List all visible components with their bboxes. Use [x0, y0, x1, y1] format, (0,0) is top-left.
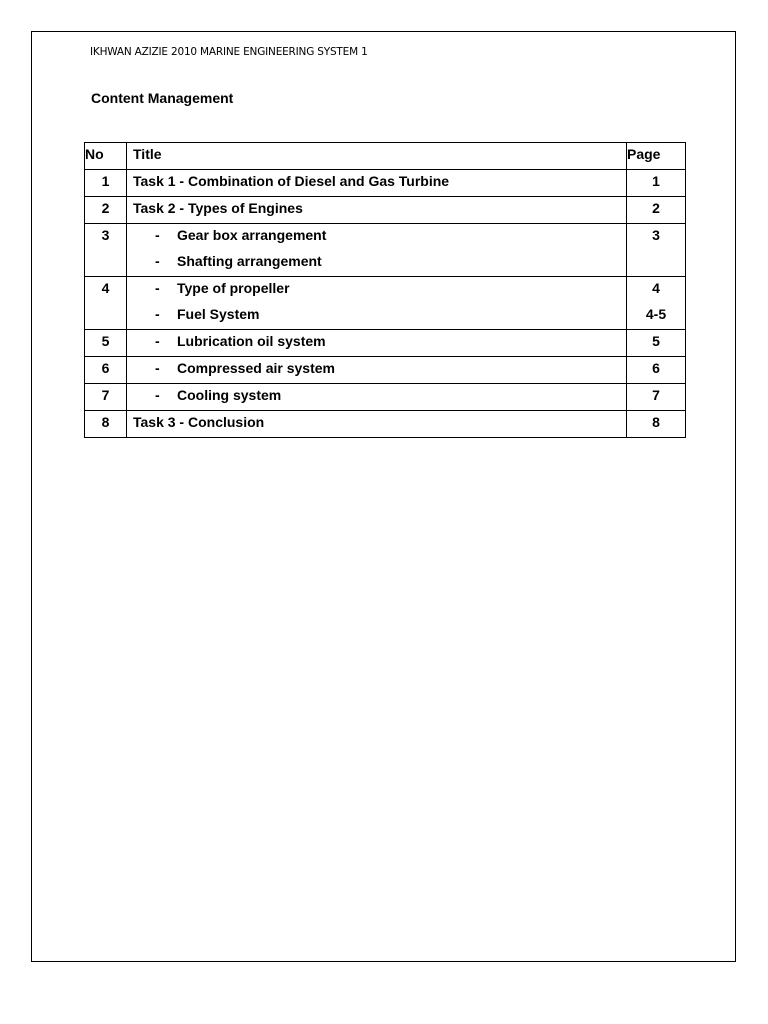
bullet-dash: -	[155, 360, 160, 376]
row-title-cell	[127, 357, 627, 384]
bullet-dash: -	[155, 333, 160, 349]
running-header: IKHWAN AZIZIE 2010 MARINE ENGINEERING SYSTEM 1	[90, 46, 368, 58]
row-page-cell	[627, 197, 686, 224]
subtopic-title: Fuel System	[177, 306, 260, 322]
row-number-cell: 7	[85, 384, 127, 411]
page-number: 8	[652, 414, 660, 430]
subtopic-title: Type of propeller	[177, 280, 290, 296]
contents-table	[84, 142, 686, 438]
table-row	[85, 224, 686, 277]
subtopic-title: Compressed air system	[177, 360, 335, 376]
bullet-dash: -	[155, 253, 160, 269]
table-row	[85, 357, 686, 384]
table-header-row	[85, 143, 686, 170]
table-row	[85, 411, 686, 438]
row-number-cell: 2	[85, 197, 127, 224]
table-body	[85, 170, 686, 438]
row-number-cell: 6	[85, 357, 127, 384]
table-row	[85, 384, 686, 411]
page-number	[627, 250, 685, 276]
page-number: 2	[652, 200, 660, 216]
row-number-cell: 8	[85, 411, 127, 438]
bullet-dash: -	[155, 227, 160, 243]
row-title-cell	[127, 330, 627, 357]
title-line	[127, 411, 626, 437]
page-number: 4-5	[645, 306, 667, 322]
row-title-cell	[127, 411, 627, 438]
bullet-dash: -	[155, 387, 160, 403]
row-page-cell	[627, 411, 686, 438]
row-page-cell	[627, 277, 686, 330]
page-number: 4	[652, 280, 660, 296]
row-page-cell	[627, 357, 686, 384]
subtopic-title: Gear box arrangement	[177, 227, 327, 243]
column-header-title: Title	[127, 143, 627, 170]
subtopic-title: Cooling system	[177, 387, 282, 403]
row-number-cell: 5	[85, 330, 127, 357]
title-line	[127, 197, 626, 223]
row-title-cell	[127, 197, 627, 224]
row-title-cell	[127, 224, 627, 277]
page-number: 1	[652, 173, 660, 189]
column-header-no: No	[85, 143, 127, 170]
table-row	[85, 170, 686, 197]
page-number: 7	[652, 387, 660, 403]
table-row	[85, 330, 686, 357]
row-page-cell	[627, 170, 686, 197]
page-number: 3	[652, 227, 660, 243]
row-number-cell: 1	[85, 170, 127, 197]
row-number-cell: 4	[85, 277, 127, 330]
row-number-cell: 3	[85, 224, 127, 277]
bullet-dash: -	[155, 280, 160, 296]
table-row	[85, 277, 686, 330]
row-title-cell	[127, 277, 627, 330]
task-title: Task 1 - Combination of Diesel and Gas Turbine	[133, 173, 450, 189]
subtopic-title: Lubrication oil system	[177, 333, 326, 349]
bullet-dash: -	[155, 306, 160, 322]
document-title: Content Management	[91, 90, 234, 106]
row-title-cell	[127, 170, 627, 197]
row-title-cell	[127, 384, 627, 411]
row-page-cell	[627, 224, 686, 277]
row-page-cell	[627, 330, 686, 357]
subtopic-title: Shafting arrangement	[177, 253, 322, 269]
page-number: 6	[652, 360, 660, 376]
task-title: Task 2 - Types of Engines	[133, 200, 303, 216]
row-page-cell	[627, 384, 686, 411]
table-row	[85, 197, 686, 224]
page-number: 5	[652, 333, 660, 349]
column-header-page: Page	[627, 143, 686, 170]
task-title: Task 3 - Conclusion	[133, 414, 265, 430]
title-line	[127, 170, 626, 196]
